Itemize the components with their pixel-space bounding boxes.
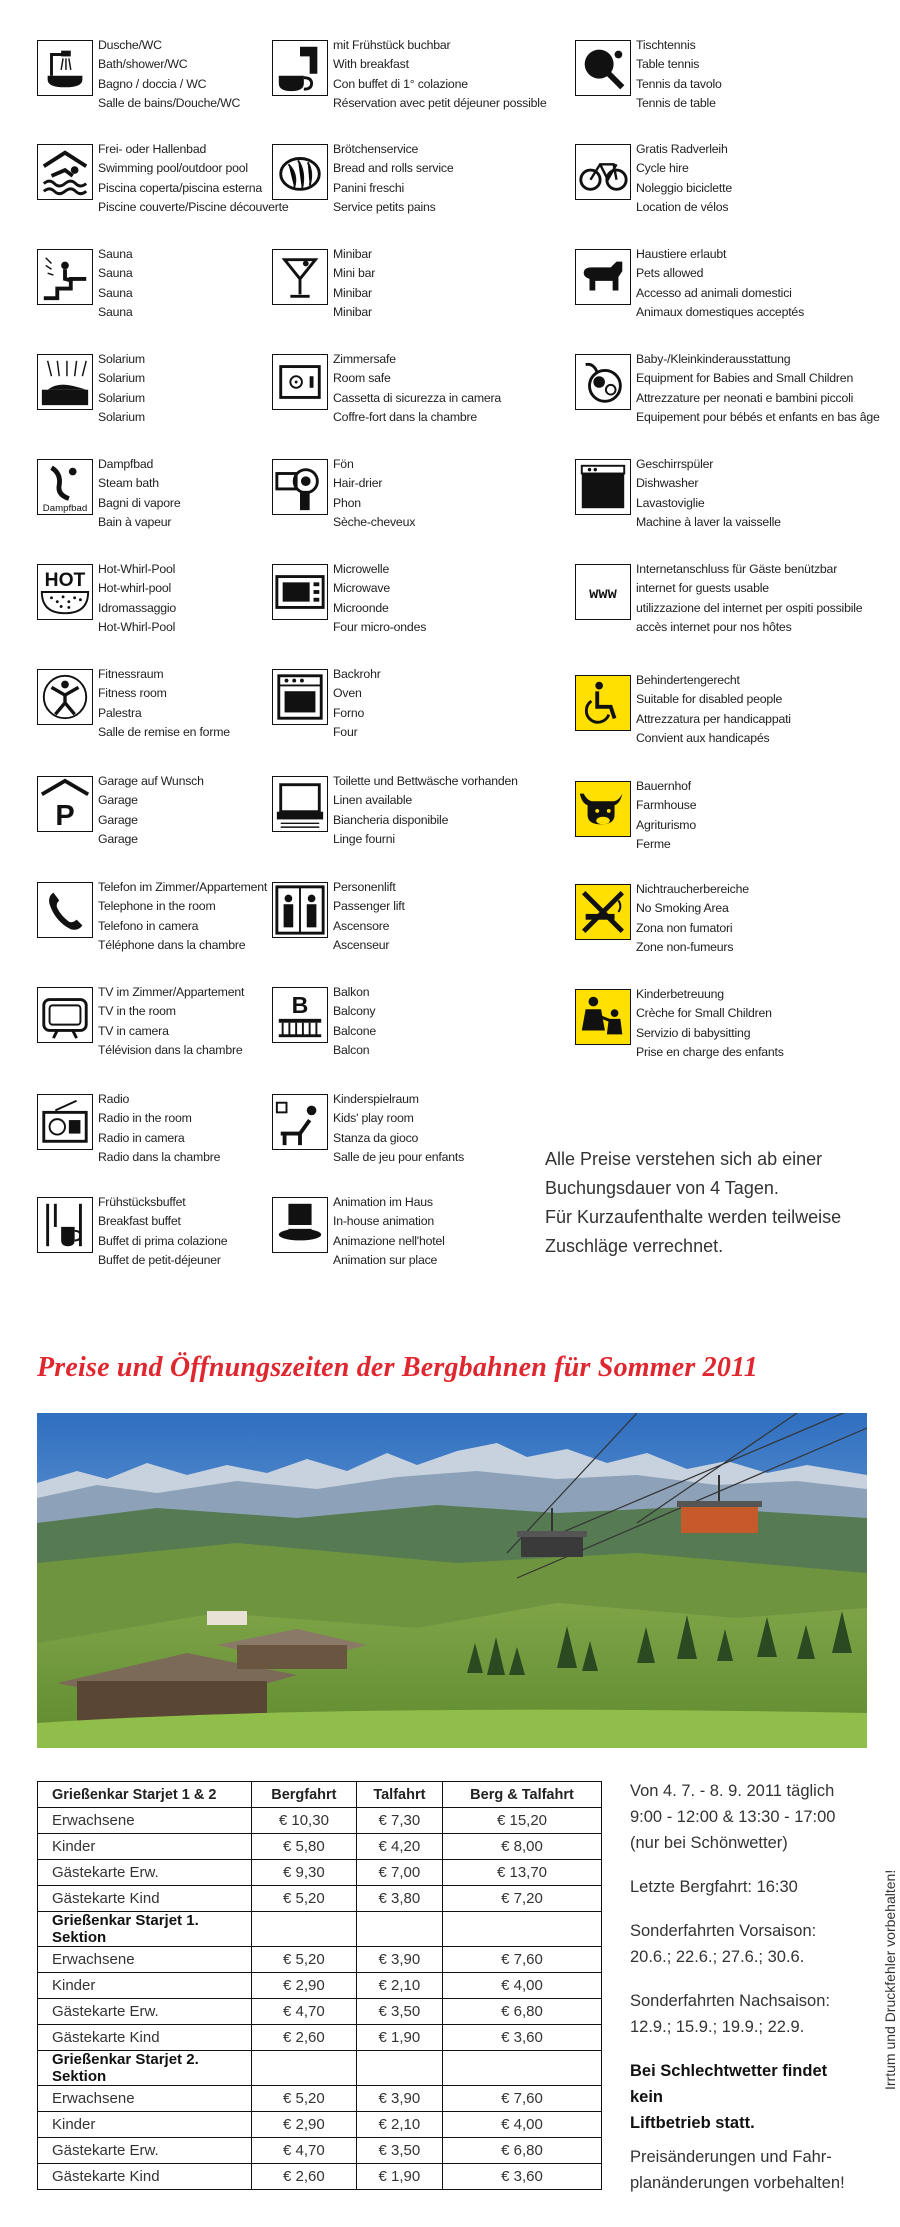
price-note-line: Zuschläge verrechnet. bbox=[545, 1236, 724, 1256]
legend-line: internet for guests usable bbox=[636, 581, 769, 596]
legend-line: Bread and rolls service bbox=[333, 161, 454, 176]
section-label: Grießenkar Starjet 1. Sektion bbox=[38, 1912, 252, 1947]
price-cell: € 7,60 bbox=[443, 1947, 602, 1973]
legend-line: Prise en charge des enfants bbox=[636, 1045, 784, 1060]
price-cell: € 4,70 bbox=[252, 2138, 357, 2164]
legend-line: Sauna bbox=[98, 266, 133, 281]
row-label: Kinder bbox=[38, 2112, 252, 2138]
pets-icon bbox=[575, 249, 631, 305]
price-cell: € 7,30 bbox=[356, 1808, 442, 1834]
legend-line: Sèche-cheveux bbox=[333, 515, 416, 530]
price-cell: € 5,20 bbox=[252, 1886, 357, 1912]
legend-line: In-house animation bbox=[333, 1214, 434, 1229]
empty-cell bbox=[356, 2051, 442, 2086]
price-cell: € 6,80 bbox=[443, 2138, 602, 2164]
table-row bbox=[38, 1947, 602, 1973]
legend-line: Buffet di prima colazione bbox=[98, 1233, 228, 1248]
changes-line: planänderungen vorbehalten! bbox=[630, 2174, 845, 2192]
section-row bbox=[38, 1912, 602, 1947]
legend-line: accès internet pour nos hôtes bbox=[636, 620, 792, 635]
legend-line: Passenger lift bbox=[333, 899, 405, 914]
swimming-pool-icon bbox=[37, 144, 93, 200]
empty-cell bbox=[443, 1912, 602, 1947]
legend-line: Telephone in the room bbox=[98, 899, 216, 914]
legend-line: Dampfbad bbox=[98, 457, 154, 471]
legend-line: Baby-/Kleinkinderausstattung bbox=[636, 352, 791, 366]
legend-line: Personenlift bbox=[333, 880, 396, 894]
price-cell: € 2,60 bbox=[252, 2164, 357, 2190]
table-row bbox=[38, 1886, 602, 1912]
svg-text:B: B bbox=[291, 992, 309, 1019]
price-cell: € 8,00 bbox=[443, 1834, 602, 1860]
legend-line: Kids' play room bbox=[333, 1111, 414, 1126]
legend-line: Fitness room bbox=[98, 686, 167, 701]
legend-line: Buffet de petit-déjeuner bbox=[98, 1253, 221, 1268]
legend-line: Animazione nell'hotel bbox=[333, 1233, 445, 1248]
row-label: Gästekarte Kind bbox=[38, 2164, 252, 2190]
price-cell: € 4,20 bbox=[356, 1834, 442, 1860]
legend-text bbox=[333, 36, 583, 114]
price-cell: € 2,10 bbox=[356, 2112, 442, 2138]
legend-line: Idromassaggio bbox=[98, 600, 177, 615]
mountain-chairlift-photo bbox=[37, 1413, 867, 1748]
legend-line: Animaux domestiques acceptés bbox=[636, 305, 805, 320]
legend-line: Suitable for disabled people bbox=[636, 692, 783, 707]
legend-line: Palestra bbox=[98, 705, 142, 720]
price-cell: € 7,60 bbox=[443, 2086, 602, 2112]
legend-line: Piscina coperta/piscina esterna bbox=[98, 180, 262, 195]
legend-line: Tennis de table bbox=[636, 96, 716, 111]
price-cell: € 4,00 bbox=[443, 1973, 602, 1999]
price-cell: € 4,00 bbox=[443, 2112, 602, 2138]
legend-line: Zona non fumatori bbox=[636, 920, 733, 935]
internet-icon bbox=[575, 564, 631, 620]
legend-line: Room safe bbox=[333, 371, 391, 386]
playroom-icon bbox=[272, 1094, 328, 1150]
legend-line: Bagno / doccia / WC bbox=[98, 76, 207, 91]
price-cell: € 9,30 bbox=[252, 1860, 357, 1886]
legend-line: Garage bbox=[98, 832, 138, 847]
legend-line: Hot-Whirl-Pool bbox=[98, 562, 176, 576]
legend-line: Four micro-ondes bbox=[333, 620, 427, 635]
legend-line: Frei- oder Hallenbad bbox=[98, 142, 207, 156]
price-cell: € 1,90 bbox=[356, 2164, 442, 2190]
legend-line: Dusche/WC bbox=[98, 38, 162, 52]
price-table bbox=[37, 1781, 602, 2190]
legend-line: No Smoking Area bbox=[636, 901, 729, 916]
row-label: Kinder bbox=[38, 1973, 252, 1999]
legend-line: Animation sur place bbox=[333, 1253, 438, 1268]
changes-note bbox=[630, 2144, 860, 2196]
row-label: Gästekarte Erw. bbox=[38, 1860, 252, 1886]
legend-line: utilizzazione del internet per ospiti possibile bbox=[636, 600, 863, 615]
legend-line: Pets allowed bbox=[636, 266, 704, 281]
oven-icon bbox=[272, 669, 328, 725]
legend-line: Sauna bbox=[98, 247, 133, 261]
legend-line: Zimmersafe bbox=[333, 352, 396, 366]
changes-line: Preisänderungen und Fahr- bbox=[630, 2148, 832, 2166]
legend-line: Service petits pains bbox=[333, 200, 436, 215]
price-cell: € 3,90 bbox=[356, 2086, 442, 2112]
legend-text bbox=[636, 455, 876, 533]
header-roundtrip: Berg & Talfahrt bbox=[443, 1782, 602, 1808]
price-cell: € 4,70 bbox=[252, 1999, 357, 2025]
table-tennis-icon bbox=[575, 40, 631, 96]
legend-line: Téléphone dans la chambre bbox=[98, 938, 246, 953]
table-row bbox=[38, 2112, 602, 2138]
legend-text bbox=[333, 983, 583, 1061]
legend-line: With breakfast bbox=[333, 57, 409, 72]
header-downhill: Talfahrt bbox=[356, 1782, 442, 1808]
legend-line: Mini bar bbox=[333, 266, 376, 281]
legend-text bbox=[636, 36, 876, 114]
legend-line: Solarium bbox=[98, 410, 145, 425]
svg-text:Dampfbad: Dampfbad bbox=[42, 503, 88, 514]
solarium-icon bbox=[37, 354, 93, 410]
price-cell: € 15,20 bbox=[443, 1808, 602, 1834]
linen-icon bbox=[272, 776, 328, 832]
price-cell: € 2,60 bbox=[252, 2025, 357, 2051]
empty-cell bbox=[252, 2051, 357, 2086]
legend-line: Location de vélos bbox=[636, 200, 729, 215]
pre-season-dates: 20.6.; 22.6.; 27.6.; 30.6. bbox=[630, 1948, 805, 1966]
fitness-icon bbox=[37, 669, 93, 725]
legend-line: Balcony bbox=[333, 1004, 376, 1019]
dishwasher-icon bbox=[575, 459, 631, 515]
childcare-icon bbox=[575, 989, 631, 1045]
section-title: Preise und Öffnungszeiten der Bergbahnen für Sommer 2011 bbox=[37, 1352, 758, 1383]
legend-line: Tennis da tavolo bbox=[636, 76, 722, 91]
breakfast-icon bbox=[272, 40, 328, 96]
legend-text bbox=[333, 772, 583, 850]
lift-info bbox=[630, 1778, 860, 2214]
row-label: Erwachsene bbox=[38, 1808, 252, 1834]
empty-cell bbox=[252, 1912, 357, 1947]
legend-line: Equipment for Babies and Small Children bbox=[636, 371, 854, 386]
legend-text bbox=[333, 350, 583, 428]
legend-text bbox=[636, 880, 876, 958]
legend-line: Sauna bbox=[98, 305, 133, 320]
row-label: Erwachsene bbox=[38, 1947, 252, 1973]
table-row bbox=[38, 1834, 602, 1860]
pre-season-label: Sonderfahrten Vorsaison: bbox=[630, 1922, 817, 1940]
elevator-icon bbox=[272, 882, 328, 938]
legend-text bbox=[333, 245, 583, 323]
legend-text bbox=[636, 777, 876, 855]
legend-text bbox=[333, 878, 583, 956]
legend-line: Garage bbox=[98, 793, 138, 808]
legend-line: Minibar bbox=[333, 285, 372, 300]
legend-line: Salle de jeu pour enfants bbox=[333, 1150, 465, 1165]
svg-text:P: P bbox=[55, 800, 75, 831]
price-cell: € 13,70 bbox=[443, 1860, 602, 1886]
legend-text bbox=[333, 455, 583, 533]
legend-line: Steam bath bbox=[98, 476, 159, 491]
legend-line: Dishwasher bbox=[636, 476, 699, 491]
legend-line: Radio in the room bbox=[98, 1111, 192, 1126]
legend-line: Télévision dans la chambre bbox=[98, 1043, 243, 1058]
bread-rolls-icon bbox=[272, 144, 328, 200]
legend-line: Fön bbox=[333, 457, 354, 471]
legend-line: Hot-whirl-pool bbox=[98, 581, 172, 596]
price-table-header bbox=[38, 1782, 602, 1808]
legend-line: Balcon bbox=[333, 1043, 370, 1058]
legend-line: Bagni di vapore bbox=[98, 495, 181, 510]
opening-hours-line: 9:00 - 12:00 & 13:30 - 17:00 bbox=[630, 1808, 836, 1826]
safe-icon bbox=[272, 354, 328, 410]
legend-line: Gratis Radverleih bbox=[636, 142, 728, 156]
legend-line: Tischtennis bbox=[636, 38, 696, 52]
legend-text bbox=[636, 985, 876, 1063]
legend-line: TV in camera bbox=[98, 1023, 169, 1038]
legend-line: Attrezzatura per handicappati bbox=[636, 711, 791, 726]
legend-line: Balkon bbox=[333, 985, 370, 999]
legend-line: Zone non-fumeurs bbox=[636, 940, 734, 955]
legend-text bbox=[636, 560, 876, 638]
legend-line: Toilette und Bettwäsche vorhanden bbox=[333, 774, 518, 788]
bad-weather-line: Liftbetrieb statt. bbox=[630, 2114, 755, 2132]
table-row bbox=[38, 1860, 602, 1886]
hot-whirlpool-icon bbox=[37, 564, 93, 620]
price-cell: € 7,20 bbox=[443, 1886, 602, 1912]
legend-line: Réservation avec petit déjeuner possible bbox=[333, 96, 547, 111]
legend-line: Brötchenservice bbox=[333, 142, 419, 156]
table-row bbox=[38, 1973, 602, 1999]
price-cell: € 3,60 bbox=[443, 2025, 602, 2051]
legend-line: Hot-Whirl-Pool bbox=[98, 620, 176, 635]
legend-line: Garage auf Wunsch bbox=[98, 774, 204, 788]
legend-line: Four bbox=[333, 725, 358, 740]
legend-line: Kinderbetreuung bbox=[636, 987, 724, 1001]
legend-line: Ascenseur bbox=[333, 938, 390, 953]
legend-line: Servizio di babysitting bbox=[636, 1025, 751, 1040]
legend-line: Balcone bbox=[333, 1023, 377, 1038]
price-cell: € 3,60 bbox=[443, 2164, 602, 2190]
header-route: Grießenkar Starjet 1 & 2 bbox=[38, 1782, 252, 1808]
legend-line: Internetanschluss für Gäste benützbar bbox=[636, 562, 838, 576]
price-cell: € 10,30 bbox=[252, 1808, 357, 1834]
legend-line: Bauernhof bbox=[636, 779, 691, 793]
legend-line: Haustiere erlaubt bbox=[636, 247, 727, 261]
legend-line: TV im Zimmer/Appartement bbox=[98, 985, 245, 999]
legend-line: Coffre-fort dans la chambre bbox=[333, 410, 478, 425]
opening-hours-line: (nur bei Schönwetter) bbox=[630, 1834, 788, 1852]
animation-icon bbox=[272, 1197, 328, 1253]
last-ride: Letzte Bergfahrt: 16:30 bbox=[630, 1878, 798, 1896]
legend-line: Salle de bains/Douche/WC bbox=[98, 96, 241, 111]
section-label: Grießenkar Starjet 2. Sektion bbox=[38, 2051, 252, 2086]
legend-line: Accesso ad animali domestici bbox=[636, 285, 792, 300]
legend-line: Swimming pool/outdoor pool bbox=[98, 161, 248, 176]
sauna-icon bbox=[37, 249, 93, 305]
price-cell: € 7,00 bbox=[356, 1860, 442, 1886]
legend-line: Agriturismo bbox=[636, 817, 696, 832]
price-table-body bbox=[38, 1808, 602, 2190]
section-row bbox=[38, 2051, 602, 2086]
legend-line: TV in the room bbox=[98, 1004, 176, 1019]
legend-line: Kinderspielraum bbox=[333, 1092, 419, 1106]
shower-bath-icon bbox=[37, 40, 93, 96]
legend-text bbox=[636, 245, 876, 323]
price-cell: € 5,20 bbox=[252, 2086, 357, 2112]
row-label: Gästekarte Erw. bbox=[38, 1999, 252, 2025]
legend-line: Radio bbox=[98, 1092, 130, 1106]
legend-line: Telefon im Zimmer/Appartement bbox=[98, 880, 268, 894]
price-cell: € 1,90 bbox=[356, 2025, 442, 2051]
legend-line: Telefono in camera bbox=[98, 918, 199, 933]
pre-season-rides bbox=[630, 1918, 860, 1970]
bad-weather-note bbox=[630, 2058, 860, 2136]
row-label: Erwachsene bbox=[38, 2086, 252, 2112]
legend-text bbox=[636, 350, 880, 428]
telephone-icon bbox=[37, 882, 93, 938]
parking-icon bbox=[37, 776, 93, 832]
legend-line: Phon bbox=[333, 495, 361, 510]
legend-line: Animation im Haus bbox=[333, 1195, 433, 1209]
price-note bbox=[545, 1145, 885, 1261]
price-cell: € 3,50 bbox=[356, 1999, 442, 2025]
price-cell: € 5,80 bbox=[252, 1834, 357, 1860]
legend-line: Convient aux handicapés bbox=[636, 731, 770, 746]
legend-text bbox=[333, 665, 583, 743]
legend-line: Farmhouse bbox=[636, 798, 697, 813]
table-row bbox=[38, 2164, 602, 2190]
legend-line: Nichtraucherbereiche bbox=[636, 882, 749, 896]
legend-line: Linen available bbox=[333, 793, 413, 808]
price-note-line: Alle Preise verstehen sich ab einer bbox=[545, 1149, 823, 1169]
price-cell: € 2,90 bbox=[252, 1973, 357, 1999]
legend-line: Cycle hire bbox=[636, 161, 689, 176]
legend-line: Microwelle bbox=[333, 562, 390, 576]
legend-line: Backrohr bbox=[333, 667, 381, 681]
legend-line: Oven bbox=[333, 686, 362, 701]
legend-line: Attrezzature per neonati e bambini piccoli bbox=[636, 390, 854, 405]
balcony-icon bbox=[272, 987, 328, 1043]
legend-line: Stanza da gioco bbox=[333, 1130, 419, 1145]
legend-line: Radio dans la chambre bbox=[98, 1150, 221, 1165]
legend-text bbox=[636, 671, 876, 749]
svg-text:www: www bbox=[589, 584, 617, 603]
row-label: Gästekarte Erw. bbox=[38, 2138, 252, 2164]
legend-line: Solarium bbox=[98, 390, 145, 405]
post-season-rides bbox=[630, 1988, 860, 2040]
legend-line: Microwave bbox=[333, 581, 390, 596]
radio-icon bbox=[37, 1094, 93, 1150]
header-uphill: Bergfahrt bbox=[252, 1782, 357, 1808]
legend-line: Cassetta di sicurezza in camera bbox=[333, 390, 502, 405]
minibar-icon bbox=[272, 249, 328, 305]
opening-hours bbox=[630, 1778, 860, 1856]
price-cell: € 3,90 bbox=[356, 1947, 442, 1973]
steam-bath-icon bbox=[37, 459, 93, 515]
breakfast-buffet-icon bbox=[37, 1197, 93, 1253]
legend-text bbox=[333, 140, 583, 218]
legend-line: Bath/shower/WC bbox=[98, 57, 188, 72]
price-cell: € 2,10 bbox=[356, 1973, 442, 1999]
legend-line: Bain à vapeur bbox=[98, 515, 172, 530]
row-label: Kinder bbox=[38, 1834, 252, 1860]
legend-line: Linge fourni bbox=[333, 832, 395, 847]
legend-line: mit Frühstück buchbar bbox=[333, 38, 451, 52]
legend-line: Behindertengerecht bbox=[636, 673, 740, 687]
table-row bbox=[38, 2086, 602, 2112]
post-season-dates: 12.9.; 15.9.; 19.9.; 22.9. bbox=[630, 2018, 805, 2036]
legend-line: Table tennis bbox=[636, 57, 700, 72]
legend-line: Piscine couverte/Piscine découverte bbox=[98, 200, 289, 215]
price-cell: € 6,80 bbox=[443, 1999, 602, 2025]
legend-line: Salle de remise en forme bbox=[98, 725, 230, 740]
legend-line: Breakfast buffet bbox=[98, 1214, 181, 1229]
wheelchair-icon bbox=[575, 675, 631, 731]
legend-line: Hair-drier bbox=[333, 476, 383, 491]
price-cell: € 5,20 bbox=[252, 1947, 357, 1973]
hair-dryer-icon bbox=[272, 459, 328, 515]
legend-line: Panini freschi bbox=[333, 180, 405, 195]
legend-line: Lavastoviglie bbox=[636, 495, 705, 510]
bicycle-icon bbox=[575, 144, 631, 200]
legend-text bbox=[636, 140, 876, 218]
legend-line: Equipement pour bébés et enfants en bas âge bbox=[636, 410, 880, 425]
post-season-label: Sonderfahrten Nachsaison: bbox=[630, 1992, 830, 2010]
empty-cell bbox=[356, 1912, 442, 1947]
row-label: Gästekarte Kind bbox=[38, 1886, 252, 1912]
tv-icon bbox=[37, 987, 93, 1043]
table-row bbox=[38, 2138, 602, 2164]
legend-line: Minibar bbox=[333, 305, 372, 320]
price-note-line: Buchungsdauer von 4 Tagen. bbox=[545, 1178, 779, 1198]
legend-line: Ferme bbox=[636, 837, 671, 852]
baby-equipment-icon bbox=[575, 354, 631, 410]
price-cell: € 3,50 bbox=[356, 2138, 442, 2164]
table-row bbox=[38, 2025, 602, 2051]
legend-line: Sauna bbox=[98, 285, 133, 300]
legend-line: Minibar bbox=[333, 247, 372, 261]
legend-line: Solarium bbox=[98, 352, 145, 366]
legend-line: Biancheria disponibile bbox=[333, 812, 449, 827]
legend-line: Garage bbox=[98, 812, 138, 827]
empty-cell bbox=[443, 2051, 602, 2086]
no-smoking-icon bbox=[575, 884, 631, 940]
legend-line: Machine à laver la vaisselle bbox=[636, 515, 781, 530]
legend-line: Crèche for Small Children bbox=[636, 1006, 772, 1021]
legend-line: Radio in camera bbox=[98, 1130, 185, 1145]
row-label: Gästekarte Kind bbox=[38, 2025, 252, 2051]
legend-line: Geschirrspüler bbox=[636, 457, 714, 471]
legend-line: Solarium bbox=[98, 371, 145, 386]
svg-text:HOT: HOT bbox=[44, 570, 86, 592]
opening-hours-line: Von 4. 7. - 8. 9. 2011 täglich bbox=[630, 1782, 835, 1800]
microwave-icon bbox=[272, 564, 328, 620]
legend-text bbox=[333, 560, 583, 638]
legend-line: Forno bbox=[333, 705, 365, 720]
legend-line: Frühstücksbuffet bbox=[98, 1195, 186, 1209]
legend-line: Noleggio biciclette bbox=[636, 180, 732, 195]
table-row bbox=[38, 1808, 602, 1834]
bad-weather-line: Bei Schlechtwetter findet kein bbox=[630, 2062, 828, 2106]
legend-line: Ascensore bbox=[333, 918, 390, 933]
legend-line: Microonde bbox=[333, 600, 389, 615]
price-cell: € 3,80 bbox=[356, 1886, 442, 1912]
farmhouse-icon bbox=[575, 781, 631, 837]
price-note-line: Für Kurzaufenthalte werden teilweise bbox=[545, 1207, 842, 1227]
legend-line: Fitnessraum bbox=[98, 667, 164, 681]
table-row bbox=[38, 1999, 602, 2025]
legend-line: Con buffet di 1° colazione bbox=[333, 76, 468, 91]
side-disclaimer: Irrtum und Druckfehler vorbehalten! bbox=[882, 1869, 898, 2090]
price-cell: € 2,90 bbox=[252, 2112, 357, 2138]
